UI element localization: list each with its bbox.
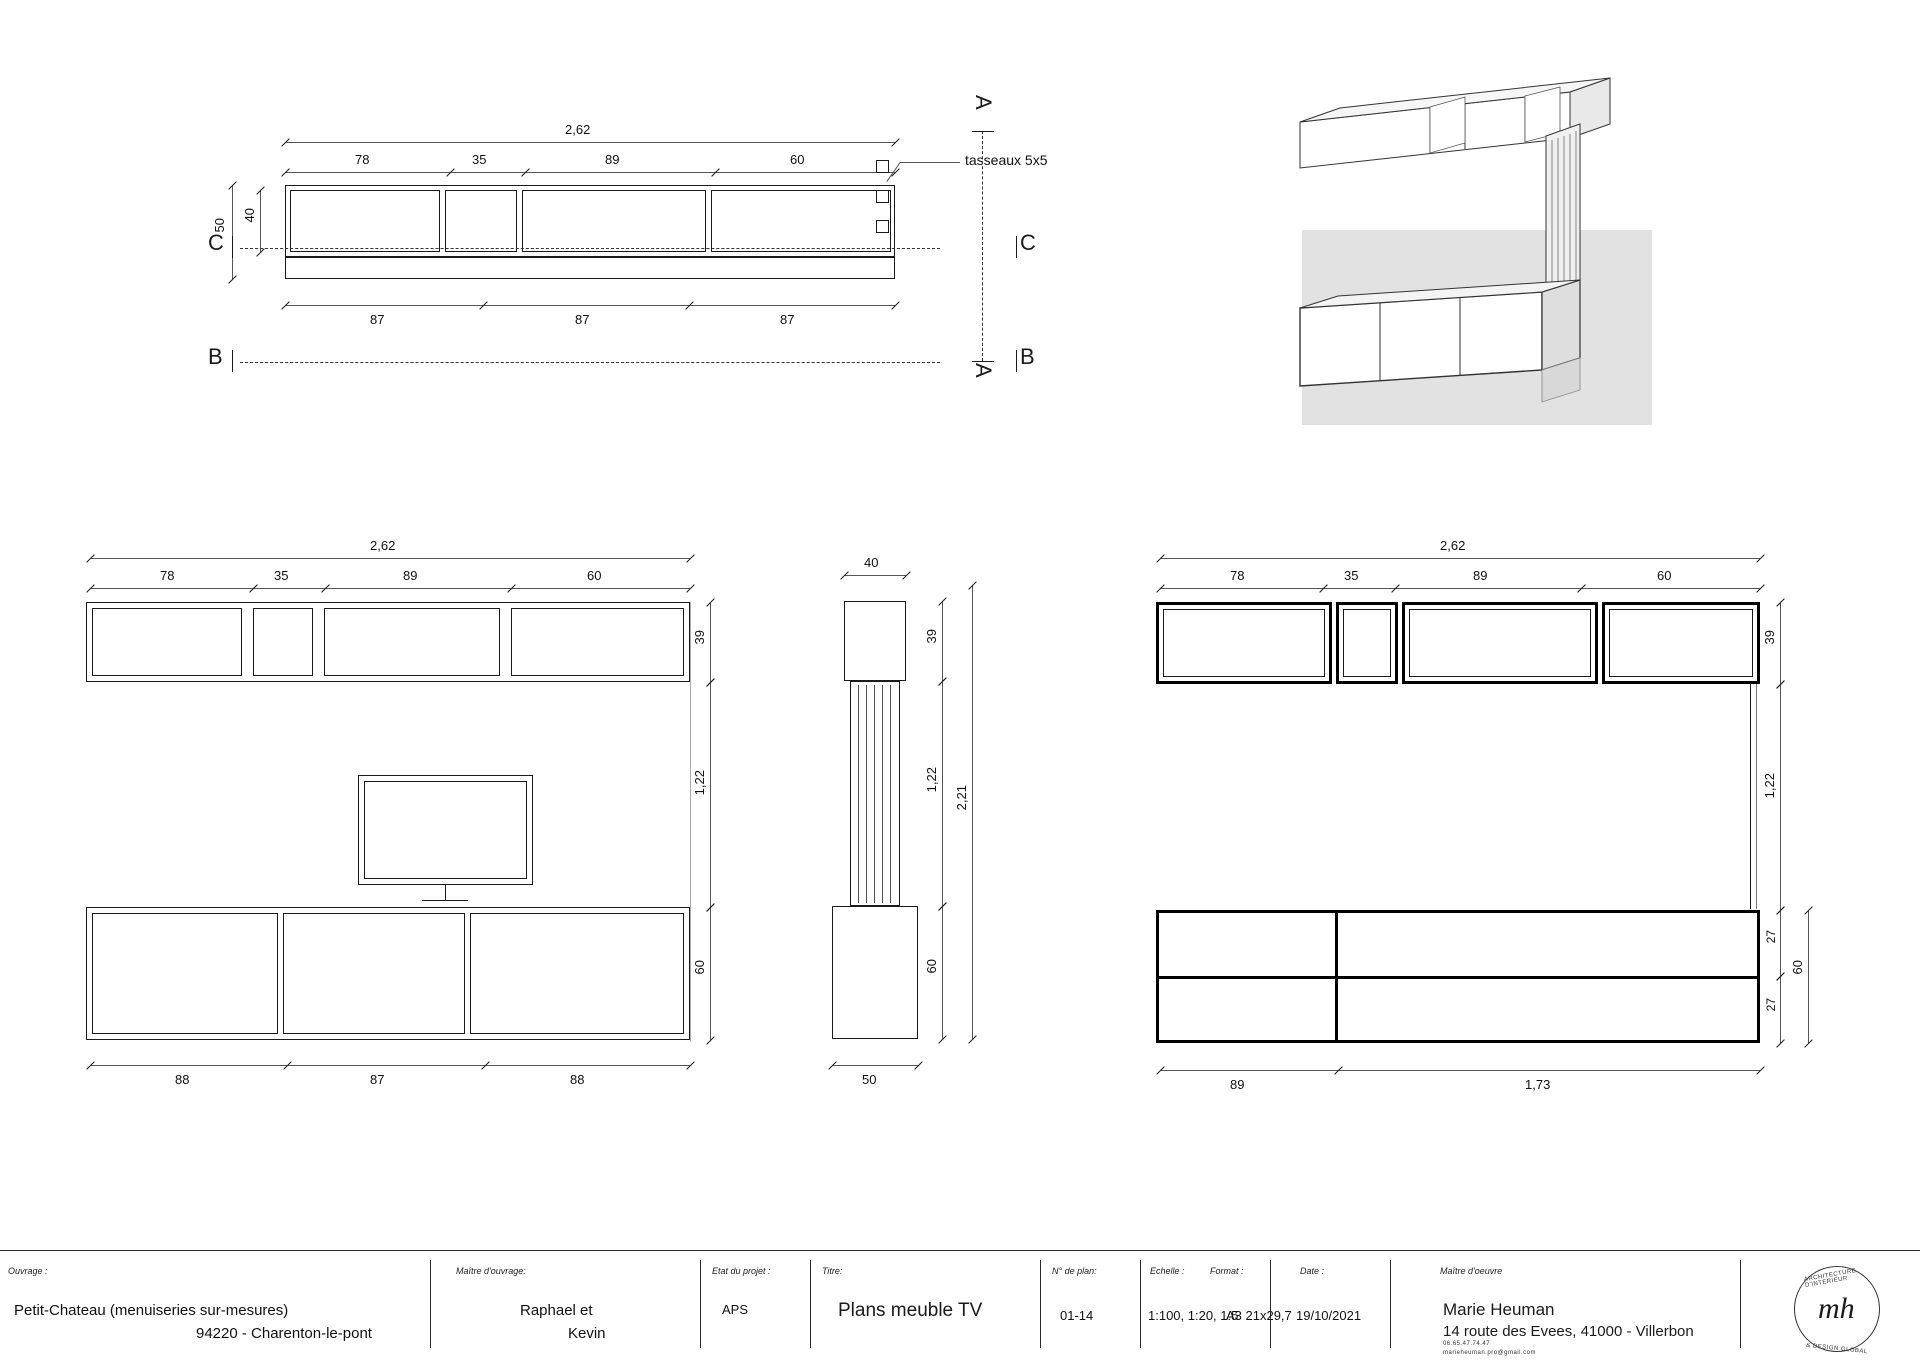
label-maitre-ouvrage: Maître d'ouvrage: [456,1266,526,1276]
logo-monogram: mh [1818,1292,1855,1325]
dim-back-b1: 89 [1230,1077,1245,1092]
label-ouvrage: Ouvrage : [8,1266,48,1276]
label-num-plan: N° de plan: [1052,1266,1097,1276]
dim-side-bottom-width: 50 [862,1072,877,1087]
dim-back-b2: 1,73 [1525,1077,1551,1092]
value-maitre-oeuvre-mail: marieheuman.pro@gmail.com [1443,1350,1536,1356]
tasseau-square-2 [876,190,889,203]
label-titre: Titre: [822,1266,843,1276]
perspective-svg [1280,40,1700,460]
dim-top-plan-b1: 87 [370,312,385,327]
label-date: Date : [1300,1266,1325,1276]
front-upper-module-1 [92,608,242,676]
tv-screen [364,781,527,879]
top-plan-view [200,100,1048,380]
section-letter-a-bottom: A [971,363,996,378]
section-line-a [960,95,1020,395]
back-upper-module-4-inner [1609,609,1753,677]
front-elevation-view [70,530,730,1190]
front-upper-module-3 [324,608,500,676]
dim-back-1: 78 [1230,568,1245,583]
value-maitre-oeuvre-name: Marie Heuman [1443,1300,1555,1319]
perspective-view [1280,40,1700,460]
top-plan-base [285,257,895,279]
label-echelle: Echelle : [1150,1266,1185,1276]
dim-back-h-upper: 39 [1762,630,1777,645]
dim-top-plan-2: 35 [472,152,487,167]
value-etat: APS [722,1302,749,1317]
value-maitre-ouvrage-line1: Raphael et [520,1302,593,1319]
top-plan-module-1 [290,190,440,252]
section-letter-a-top: A [971,95,996,110]
dim-back-3: 89 [1473,568,1488,583]
value-date: 19/10/2021 [1296,1308,1362,1323]
value-format: A3 21x29,7 [1226,1308,1292,1323]
dim-back-shelf-2: 27 [1764,998,1778,1012]
dim-back-h-lower: 60 [1790,960,1805,975]
front-lower-module-1 [92,913,278,1034]
label-etat: Etat du projet : [712,1266,771,1276]
value-maitre-oeuvre-addr: 14 route des Evees, 41000 - Villerbon [1443,1323,1694,1340]
side-upper-box [844,601,906,681]
value-titre: Plans meuble TV [838,1300,983,1321]
value-ouvrage-line1: Petit-Chateau (menuiseries sur-mesures) [14,1302,289,1319]
front-upper-module-2 [253,608,313,676]
value-echelle: 1:100, 1:20, 1:5 [1148,1308,1239,1323]
dim-side-total-height: 2,21 [954,785,969,811]
top-plan-module-2 [445,190,517,252]
dim-back-4: 60 [1657,568,1672,583]
front-lower-module-2 [283,913,465,1034]
dim-top-plan-b2: 87 [575,312,590,327]
dim-top-plan-overall: 2,62 [565,122,591,137]
dim-side-h-lower: 60 [924,959,939,974]
dim-front-2: 35 [274,568,289,583]
section-letter-b-left: B [208,344,223,369]
dim-front-3: 89 [403,568,418,583]
logo-bottom-text: & DESIGN GLOBAL [1805,1342,1869,1356]
title-block [0,1250,1920,1358]
dim-front-h-lower: 60 [692,960,707,975]
dim-top-plan-4: 60 [790,152,805,167]
side-lower-box [832,906,918,1039]
label-format: Format : [1210,1266,1244,1276]
top-plan-module-3 [522,190,706,252]
dim-front-b3: 88 [570,1072,585,1087]
dim-front-h-middle: 1,22 [692,770,707,796]
dim-depth-outer: 50 [212,218,227,233]
dim-top-plan-3: 89 [605,152,620,167]
dim-front-4: 60 [587,568,602,583]
dim-front-h-upper: 39 [692,630,707,645]
back-elevation-view [1140,530,1820,1190]
section-letter-c-left: C [208,230,224,255]
section-letter-c-right: C [1020,230,1036,255]
dim-side-h-upper: 39 [924,629,939,644]
dim-back-h-middle: 1,22 [1762,773,1777,799]
value-num-plan: 01-14 [1060,1308,1094,1323]
side-section-view [820,545,1040,1185]
dim-front-b2: 87 [370,1072,385,1087]
back-upper-module-1-inner [1163,609,1325,677]
logo [1790,1264,1886,1360]
back-upper-module-3-inner [1409,609,1591,677]
label-maitre-oeuvre: Maître d'oeuvre [1440,1266,1503,1276]
value-maitre-oeuvre-phone: 06.65.47.74.47 [1443,1341,1491,1347]
section-letter-b-right: B [1020,344,1035,369]
back-upper-module-2-inner [1343,609,1391,677]
tasseau-square-1 [876,160,889,173]
dim-back-shelf-1: 27 [1764,930,1778,944]
dim-back-overall: 2,62 [1440,538,1466,553]
dim-front-1: 78 [160,568,175,583]
front-upper-module-4 [511,608,684,676]
logo-top-text: ARCHITECTURE D'INTERIEUR [1803,1268,1857,1290]
dim-side-top-width: 40 [864,555,879,570]
dim-side-h-middle: 1,22 [924,767,939,793]
top-plan-module-4 [711,190,891,252]
dim-back-2: 35 [1344,568,1359,583]
dim-top-plan-b3: 87 [780,312,795,327]
dim-front-overall: 2,62 [370,538,396,553]
dim-top-plan-1: 78 [355,152,370,167]
label-tasseaux: tasseaux 5x5 [965,152,1048,168]
dim-depth-inner: 40 [242,208,257,223]
front-lower-module-3 [470,913,684,1034]
tasseau-square-3 [876,220,889,233]
dim-front-b1: 88 [175,1072,190,1087]
value-maitre-ouvrage-line2: Kevin [568,1325,606,1342]
value-ouvrage-line2: 94220 - Charenton-le-pont [196,1325,372,1342]
